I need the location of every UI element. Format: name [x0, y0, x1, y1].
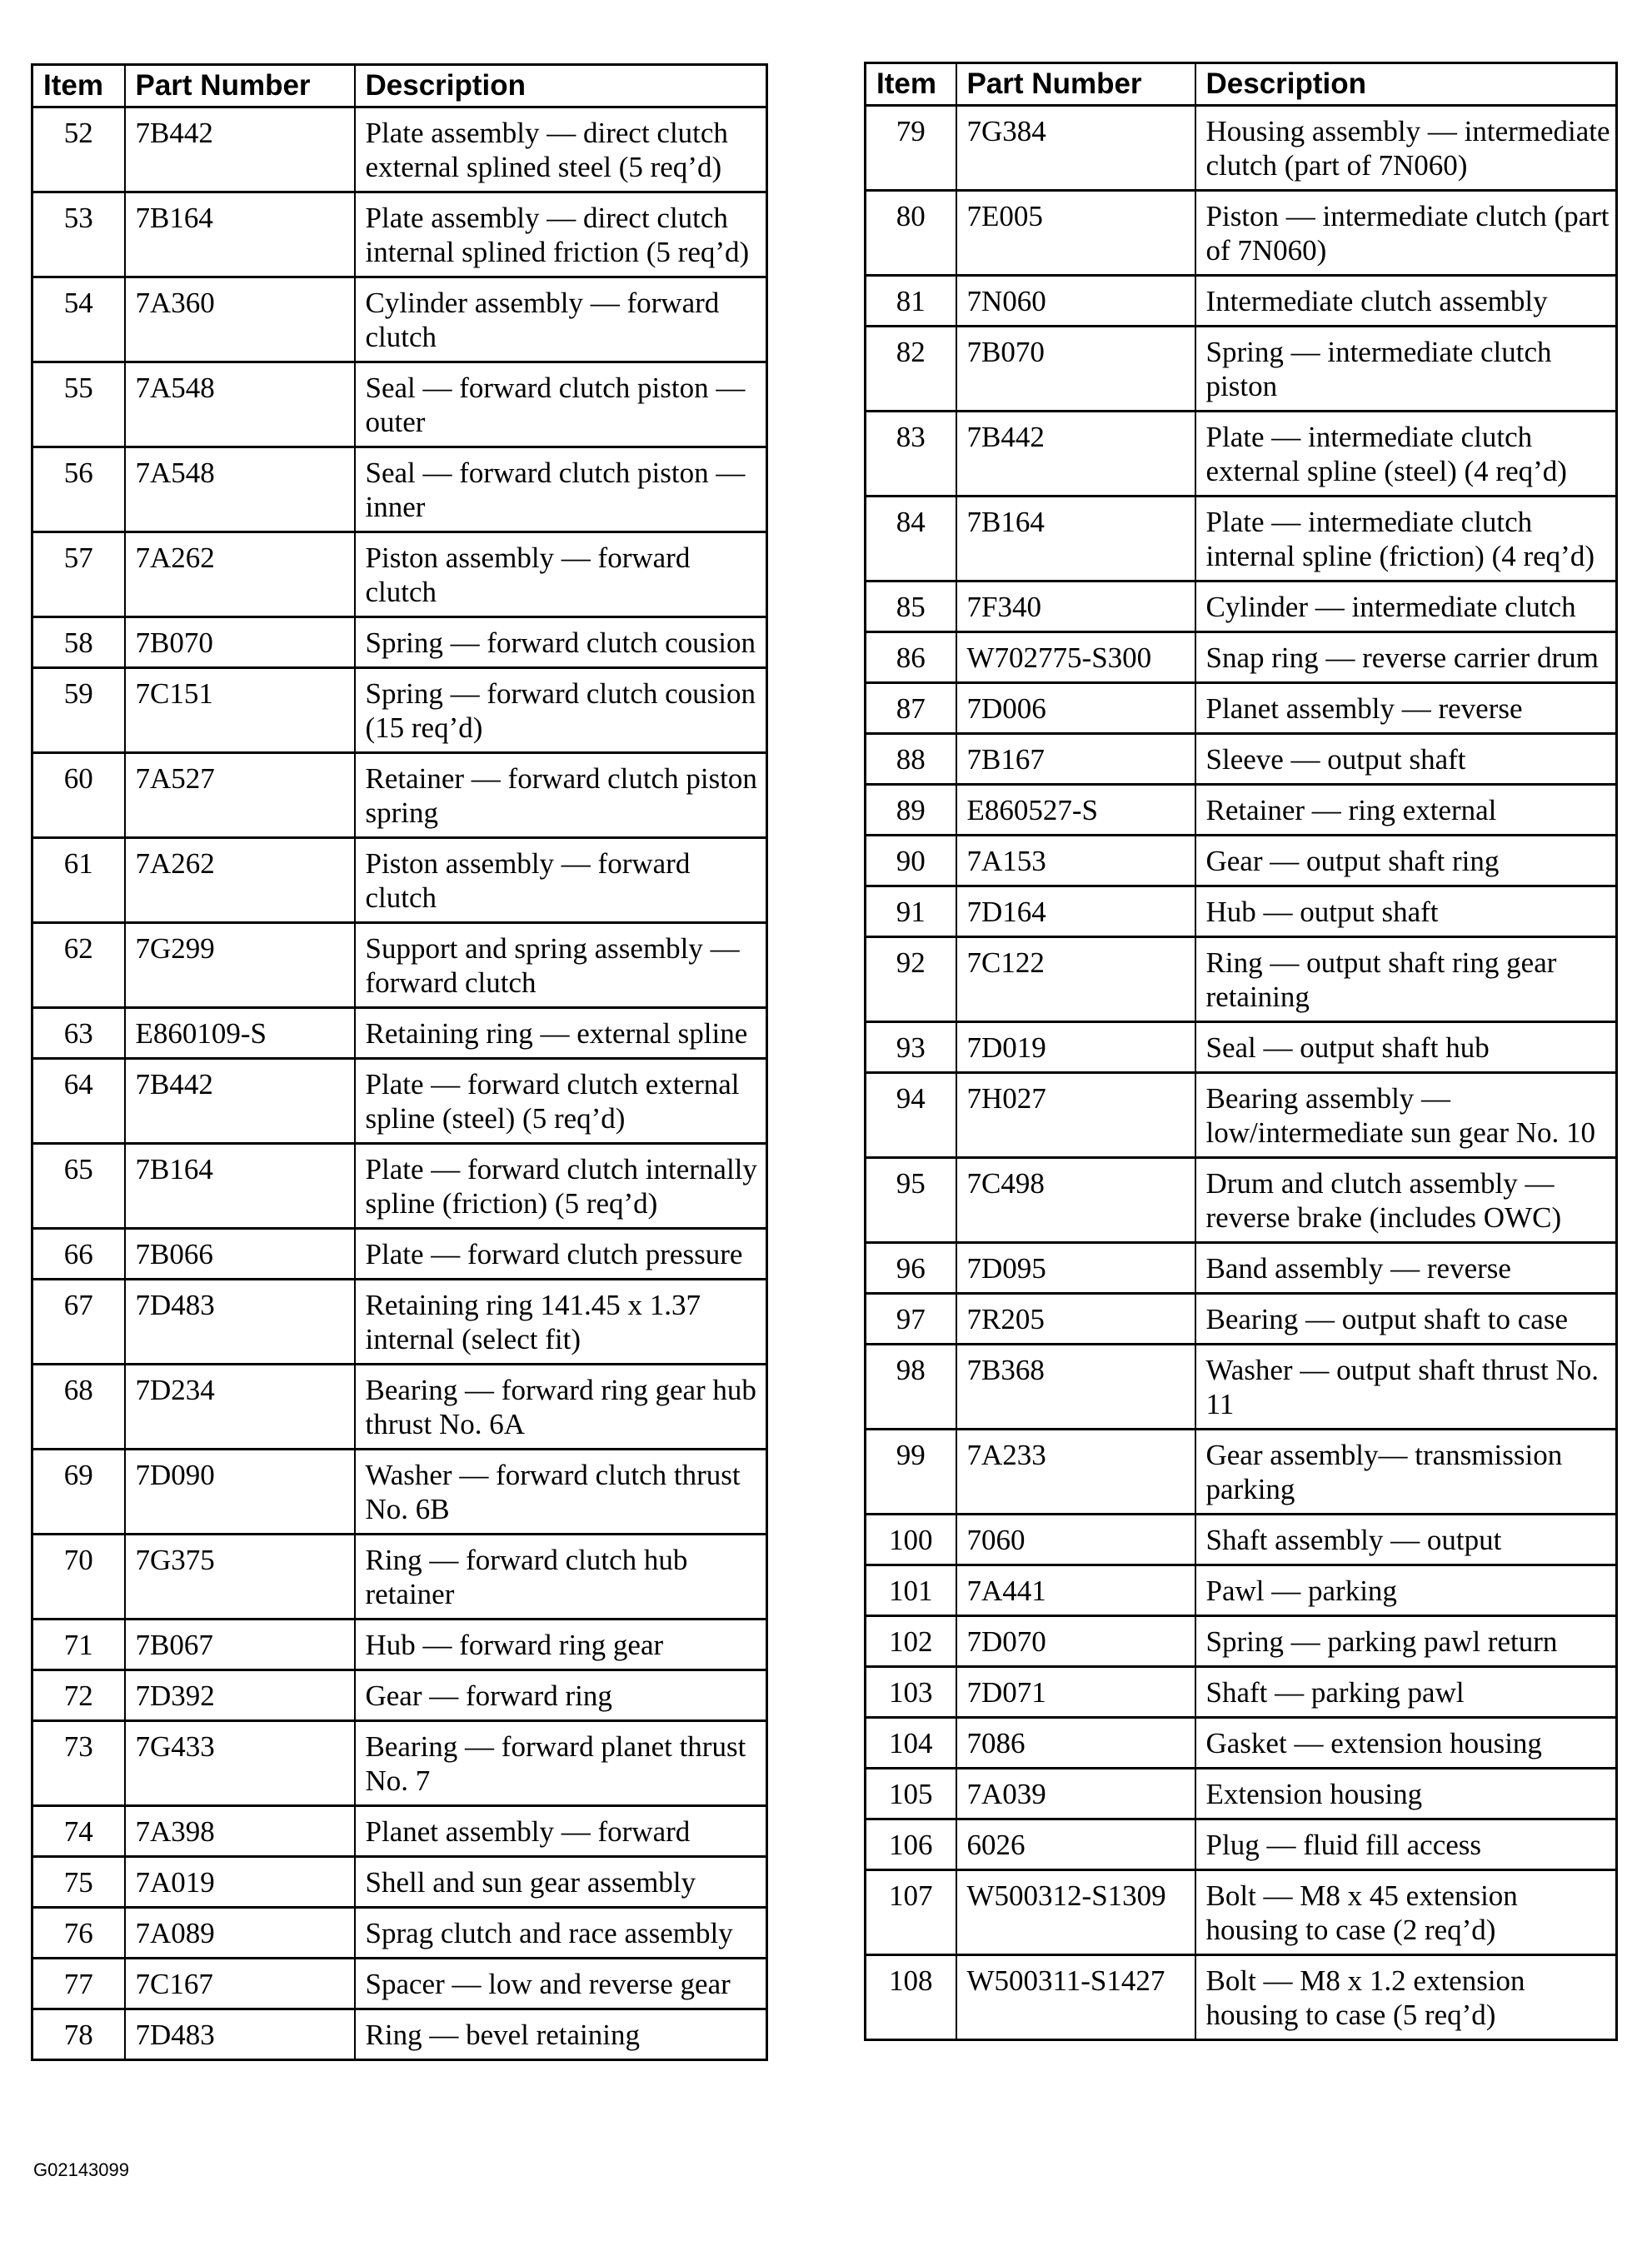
description-cell: Plate assembly — direct clutch internal splined friction (5 req’d)	[355, 192, 767, 277]
table-row	[32, 1670, 767, 1721]
table-row	[32, 668, 767, 753]
table-row	[32, 362, 767, 447]
description-cell: Piston — intermediate clutch (part of 7N060)	[1195, 191, 1617, 276]
table-row	[32, 192, 767, 277]
table-row	[866, 1022, 1617, 1073]
table-row	[32, 1280, 767, 1365]
part-number-cell: 7D095	[956, 1243, 1195, 1294]
item-cell: 75	[32, 1857, 125, 1908]
table-row	[32, 1365, 767, 1450]
part-number-cell: 7060	[956, 1515, 1195, 1565]
description-cell: Snap ring — reverse carrier drum	[1195, 632, 1617, 683]
description-cell: Sprag clutch and race assembly	[355, 1908, 767, 1959]
description-cell: Planet assembly — reverse	[1195, 683, 1617, 734]
table-row	[32, 1620, 767, 1670]
description-cell: Seal — forward clutch piston — outer	[355, 362, 767, 447]
table-row	[32, 1008, 767, 1059]
table-row	[32, 1806, 767, 1857]
table-row	[866, 1819, 1617, 1870]
description-cell: Bolt — M8 x 1.2 extension housing to case (5 req’d)	[1195, 1955, 1617, 2040]
part-number-cell: 7A039	[956, 1769, 1195, 1819]
table-row	[866, 1430, 1617, 1515]
table-row	[866, 1345, 1617, 1430]
part-number-cell: 7D071	[956, 1667, 1195, 1718]
part-number-cell: 7B070	[956, 327, 1195, 412]
item-cell: 59	[32, 668, 125, 753]
description-cell: Seal — output shaft hub	[1195, 1022, 1617, 1073]
item-cell: 77	[32, 1959, 125, 2009]
header-row	[32, 65, 767, 107]
item-cell: 86	[866, 632, 956, 683]
description-cell: Spring — forward clutch cousion (15 req’d)	[355, 668, 767, 753]
description-cell: Plate — forward clutch pressure	[355, 1229, 767, 1280]
description-cell: Bearing — output shaft to case	[1195, 1294, 1617, 1345]
part-number-cell: 7G375	[125, 1535, 355, 1620]
item-cell: 85	[866, 581, 956, 632]
item-cell: 68	[32, 1365, 125, 1450]
table-row	[866, 1870, 1617, 1955]
description-cell: Spring — forward clutch cousion	[355, 617, 767, 668]
part-number-cell: 7D483	[125, 2009, 355, 2060]
part-number-cell: 7B442	[956, 412, 1195, 497]
table-row	[866, 1158, 1617, 1243]
part-number-cell: 7086	[956, 1718, 1195, 1769]
description-cell: Intermediate clutch assembly	[1195, 276, 1617, 327]
description-cell: Washer — output shaft thrust No. 11	[1195, 1345, 1617, 1430]
description-cell: Gear — forward ring	[355, 1670, 767, 1721]
description-cell: Gear — output shaft ring	[1195, 836, 1617, 886]
table-row	[866, 785, 1617, 836]
part-number-cell: 7D090	[125, 1450, 355, 1535]
description-cell: Shell and sun gear assembly	[355, 1857, 767, 1908]
table-row	[32, 1229, 767, 1280]
part-number-cell: 7D392	[125, 1670, 355, 1721]
description-cell: Ring — bevel retaining	[355, 2009, 767, 2060]
item-cell: 105	[866, 1769, 956, 1819]
item-cell: 92	[866, 937, 956, 1022]
part-number-cell: 7A262	[125, 532, 355, 617]
item-cell: 76	[32, 1908, 125, 1959]
part-number-cell: 7C167	[125, 1959, 355, 2009]
figure-code: G02143099	[33, 2159, 129, 2180]
part-number-cell: 7D006	[956, 683, 1195, 734]
table-row	[866, 683, 1617, 734]
part-number-cell: 7B070	[125, 617, 355, 668]
item-cell: 84	[866, 497, 956, 581]
description-cell: Retaining ring — external spline	[355, 1008, 767, 1059]
part-number-cell: 7C498	[956, 1158, 1195, 1243]
table-row	[866, 632, 1617, 683]
part-number-cell: 7D483	[125, 1280, 355, 1365]
table-row	[866, 1718, 1617, 1769]
description-column-header: Description	[1195, 63, 1617, 106]
item-cell: 106	[866, 1819, 956, 1870]
part-number-cell: 7B368	[956, 1345, 1195, 1430]
item-cell: 108	[866, 1955, 956, 2040]
description-cell: Plate — intermediate clutch external spline (steel) (4 req’d)	[1195, 412, 1617, 497]
part-number-cell: 6026	[956, 1819, 1195, 1870]
item-cell: 61	[32, 838, 125, 923]
part-number-column-header: Part Number	[125, 65, 355, 107]
table-row	[32, 838, 767, 923]
description-cell: Hub — output shaft	[1195, 886, 1617, 937]
item-cell: 95	[866, 1158, 956, 1243]
table-row	[866, 734, 1617, 785]
part-number-cell: 7D164	[956, 886, 1195, 937]
item-cell: 57	[32, 532, 125, 617]
description-cell: Plate — forward clutch internally spline (friction) (5 req’d)	[355, 1144, 767, 1229]
table-row	[866, 836, 1617, 886]
description-cell: Bearing — forward ring gear hub thrust No. 6A	[355, 1365, 767, 1450]
item-cell: 74	[32, 1806, 125, 1857]
table-row	[866, 106, 1617, 191]
parts-table-right-body	[866, 106, 1617, 2040]
table-row	[32, 1144, 767, 1229]
part-number-cell: 7A360	[125, 277, 355, 362]
part-number-cell: 7G299	[125, 923, 355, 1008]
table-row	[32, 1450, 767, 1535]
part-number-cell: 7A548	[125, 447, 355, 532]
table-row	[32, 1959, 767, 2009]
parts-table-right	[864, 62, 1618, 2041]
description-cell: Pawl — parking	[1195, 1565, 1617, 1616]
item-cell: 98	[866, 1345, 956, 1430]
item-cell: 63	[32, 1008, 125, 1059]
table-row	[866, 1565, 1617, 1616]
item-cell: 83	[866, 412, 956, 497]
item-cell: 96	[866, 1243, 956, 1294]
table-row	[32, 753, 767, 838]
item-cell: 64	[32, 1059, 125, 1144]
description-cell: Gear assembly— transmission parking	[1195, 1430, 1617, 1515]
part-number-cell: 7B164	[956, 497, 1195, 581]
description-cell: Plate — forward clutch external spline (steel) (5 req’d)	[355, 1059, 767, 1144]
part-number-cell: 7C122	[956, 937, 1195, 1022]
item-cell: 82	[866, 327, 956, 412]
item-cell: 104	[866, 1718, 956, 1769]
table-row	[32, 1857, 767, 1908]
table-row	[32, 447, 767, 532]
item-cell: 103	[866, 1667, 956, 1718]
item-cell: 72	[32, 1670, 125, 1721]
part-number-cell: 7B164	[125, 192, 355, 277]
part-number-cell: W702775-S300	[956, 632, 1195, 683]
part-number-cell: 7D234	[125, 1365, 355, 1450]
part-number-cell: 7A019	[125, 1857, 355, 1908]
table-row	[32, 532, 767, 617]
item-column-header: Item	[32, 65, 125, 107]
table-row	[866, 886, 1617, 937]
parts-table-left	[31, 63, 768, 2061]
item-cell: 55	[32, 362, 125, 447]
table-row	[866, 937, 1617, 1022]
part-number-cell: 7D019	[956, 1022, 1195, 1073]
part-number-cell: 7E005	[956, 191, 1195, 276]
item-cell: 81	[866, 276, 956, 327]
table-row	[866, 1667, 1617, 1718]
table-row	[32, 1535, 767, 1620]
item-cell: 94	[866, 1073, 956, 1158]
description-cell: Ring — output shaft ring gear retaining	[1195, 937, 1617, 1022]
table-row	[32, 923, 767, 1008]
description-cell: Bolt — M8 x 45 extension housing to case (2 req’d)	[1195, 1870, 1617, 1955]
item-cell: 56	[32, 447, 125, 532]
part-number-cell: 7A398	[125, 1806, 355, 1857]
description-cell: Cylinder assembly — forward clutch	[355, 277, 767, 362]
part-number-cell: 7A262	[125, 838, 355, 923]
description-cell: Cylinder — intermediate clutch	[1195, 581, 1617, 632]
description-cell: Retainer — ring external	[1195, 785, 1617, 836]
part-number-cell: 7B167	[956, 734, 1195, 785]
part-number-cell: 7A548	[125, 362, 355, 447]
parts-table-left-body	[32, 107, 767, 2060]
description-cell: Retainer — forward clutch piston spring	[355, 753, 767, 838]
description-cell: Drum and clutch assembly — reverse brake (includes OWC)	[1195, 1158, 1617, 1243]
item-cell: 53	[32, 192, 125, 277]
table-row	[32, 107, 767, 192]
part-number-cell: 7A233	[956, 1430, 1195, 1515]
part-number-cell: 7B066	[125, 1229, 355, 1280]
description-cell: Shaft — parking pawl	[1195, 1667, 1617, 1718]
item-cell: 67	[32, 1280, 125, 1365]
description-cell: Washer — forward clutch thrust No. 6B	[355, 1450, 767, 1535]
table-row	[32, 617, 767, 668]
item-cell: 52	[32, 107, 125, 192]
header-row	[866, 63, 1617, 106]
item-column-header: Item	[866, 63, 956, 106]
description-cell: Piston assembly — forward clutch	[355, 838, 767, 923]
description-cell: Plug — fluid fill access	[1195, 1819, 1617, 1870]
item-cell: 97	[866, 1294, 956, 1345]
item-cell: 62	[32, 923, 125, 1008]
table-row	[866, 276, 1617, 327]
part-number-cell: 7C151	[125, 668, 355, 753]
part-number-cell: W500312-S1309	[956, 1870, 1195, 1955]
item-cell: 58	[32, 617, 125, 668]
part-number-cell: 7G384	[956, 106, 1195, 191]
description-cell: Spring — intermediate clutch piston	[1195, 327, 1617, 412]
table-row	[32, 1721, 767, 1806]
item-cell: 89	[866, 785, 956, 836]
table-row	[866, 412, 1617, 497]
item-cell: 54	[32, 277, 125, 362]
part-number-cell: 7B442	[125, 1059, 355, 1144]
item-cell: 88	[866, 734, 956, 785]
description-cell: Support and spring assembly — forward clutch	[355, 923, 767, 1008]
table-row	[32, 277, 767, 362]
table-row	[866, 581, 1617, 632]
item-cell: 70	[32, 1535, 125, 1620]
description-cell: Extension housing	[1195, 1769, 1617, 1819]
table-row	[866, 1769, 1617, 1819]
part-number-cell: 7R205	[956, 1294, 1195, 1345]
description-column-header: Description	[355, 65, 767, 107]
description-cell: Housing assembly — intermediate clutch (part of 7N060)	[1195, 106, 1617, 191]
part-number-cell: W500311-S1427	[956, 1955, 1195, 2040]
part-number-cell: 7A441	[956, 1565, 1195, 1616]
description-cell: Hub — forward ring gear	[355, 1620, 767, 1670]
table-row	[866, 497, 1617, 581]
part-number-cell: 7A089	[125, 1908, 355, 1959]
description-cell: Spacer — low and reverse gear	[355, 1959, 767, 2009]
part-number-cell: 7F340	[956, 581, 1195, 632]
item-cell: 90	[866, 836, 956, 886]
item-cell: 71	[32, 1620, 125, 1670]
part-number-cell: 7A153	[956, 836, 1195, 886]
item-cell: 79	[866, 106, 956, 191]
part-number-cell: 7B442	[125, 107, 355, 192]
description-cell: Band assembly — reverse	[1195, 1243, 1617, 1294]
table-row	[32, 1059, 767, 1144]
description-cell: Plate assembly — direct clutch external splined steel (5 req’d)	[355, 107, 767, 192]
description-cell: Bearing assembly — low/intermediate sun gear No. 10	[1195, 1073, 1617, 1158]
part-number-cell: 7N060	[956, 276, 1195, 327]
item-cell: 102	[866, 1616, 956, 1667]
part-number-cell: E860109-S	[125, 1008, 355, 1059]
part-number-column-header: Part Number	[956, 63, 1195, 106]
description-cell: Piston assembly — forward clutch	[355, 532, 767, 617]
item-cell: 87	[866, 683, 956, 734]
description-cell: Retaining ring 141.45 x 1.37 internal (select fit)	[355, 1280, 767, 1365]
part-number-cell: 7A527	[125, 753, 355, 838]
part-number-cell: 7G433	[125, 1721, 355, 1806]
description-cell: Spring — parking pawl return	[1195, 1616, 1617, 1667]
description-cell: Seal — forward clutch piston — inner	[355, 447, 767, 532]
item-cell: 99	[866, 1430, 956, 1515]
table-row	[866, 1616, 1617, 1667]
item-cell: 100	[866, 1515, 956, 1565]
item-cell: 78	[32, 2009, 125, 2060]
table-row	[866, 1073, 1617, 1158]
description-cell: Plate — intermediate clutch internal spline (friction) (4 req’d)	[1195, 497, 1617, 581]
item-cell: 66	[32, 1229, 125, 1280]
item-cell: 107	[866, 1870, 956, 1955]
description-cell: Bearing — forward planet thrust No. 7	[355, 1721, 767, 1806]
description-cell: Ring — forward clutch hub retainer	[355, 1535, 767, 1620]
part-number-cell: E860527-S	[956, 785, 1195, 836]
description-cell: Shaft assembly — output	[1195, 1515, 1617, 1565]
description-cell: Gasket — extension housing	[1195, 1718, 1617, 1769]
part-number-cell: 7B067	[125, 1620, 355, 1670]
item-cell: 91	[866, 886, 956, 937]
table-row	[866, 191, 1617, 276]
part-number-cell: 7B164	[125, 1144, 355, 1229]
item-cell: 65	[32, 1144, 125, 1229]
table-row	[32, 1908, 767, 1959]
table-row	[866, 327, 1617, 412]
part-number-cell: 7H027	[956, 1073, 1195, 1158]
table-row	[866, 1243, 1617, 1294]
item-cell: 60	[32, 753, 125, 838]
table-row	[866, 1294, 1617, 1345]
item-cell: 69	[32, 1450, 125, 1535]
item-cell: 73	[32, 1721, 125, 1806]
part-number-cell: 7D070	[956, 1616, 1195, 1667]
description-cell: Sleeve — output shaft	[1195, 734, 1617, 785]
item-cell: 93	[866, 1022, 956, 1073]
table-row	[866, 1515, 1617, 1565]
table-row	[32, 2009, 767, 2060]
table-row	[866, 1955, 1617, 2040]
item-cell: 80	[866, 191, 956, 276]
description-cell: Planet assembly — forward	[355, 1806, 767, 1857]
item-cell: 101	[866, 1565, 956, 1616]
